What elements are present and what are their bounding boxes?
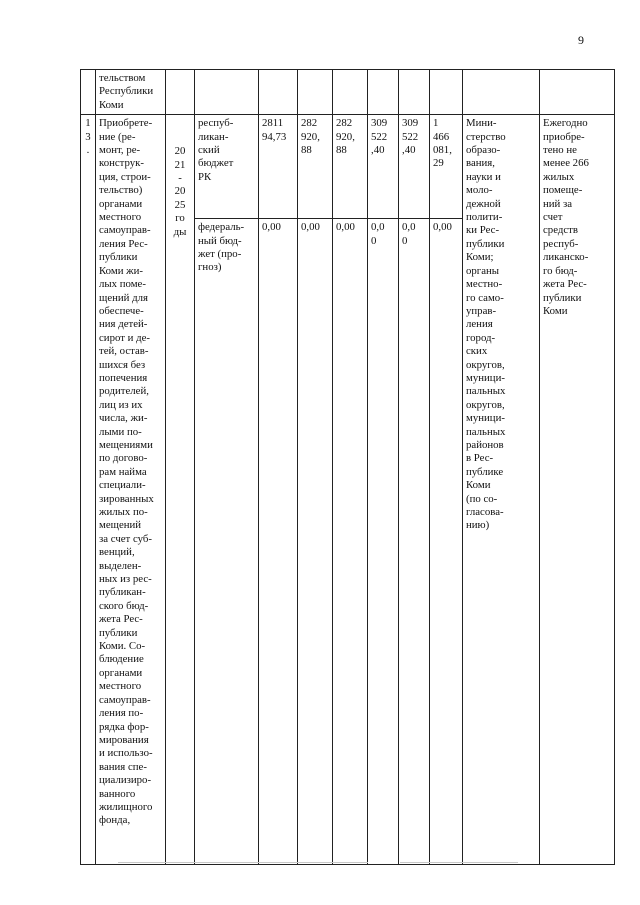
funding-value: 2811 94,73 — [259, 115, 298, 219]
funding-value: 0,00 — [259, 219, 298, 865]
funding-value: 0,00 — [430, 219, 463, 865]
cell-index-empty — [81, 70, 96, 115]
cell-empty — [368, 70, 399, 115]
cell-empty — [463, 70, 540, 115]
funding-source: федераль- ный бюд- жет (про- гноз) — [195, 219, 259, 865]
activity-index: 1 3 . — [81, 115, 96, 865]
funding-value: 0,00 — [298, 219, 333, 865]
cell-empty — [259, 70, 298, 115]
cell-empty — [540, 70, 615, 115]
cell-empty — [195, 70, 259, 115]
activity-executor: Мини- стерство образо- вания, науки и моло- дежной полити- ки Рес- публики Коми; органы местно- го само- управ- ления город- ских округов, муници- пальных округов, муници- пальных районов в Рес- публике Коми (по со- гласова- нию) — [463, 115, 540, 865]
funding-value: 0,00 — [333, 219, 368, 865]
cell-empty — [166, 70, 195, 115]
funding-value: 0,0 0 — [399, 219, 430, 865]
funding-value: 282 920, 88 — [333, 115, 368, 219]
activity-description: Приобрете- ние (ре- монт, ре- конструк- ция, строи- тельство) органами местного самоуправ- ления Рес- публики Коми жи- лых поме- щений для обеспече- ния детей- сирот и де- тей, остав- шихся без попечения родителей, лиц из их числа, жи- лыми по- мещениями по догово- рам найма специали- зированных жилых по- мещений за счет суб- венций, выделен- ных из рес- публикан- ского бюд- жета Рес- публики Коми. Со- блюдение органами местного самоуправ- ления по- рядка фор- мирования и использо- вания спе- циализиро- ванного жилищного фонда, — [96, 115, 166, 865]
continuation-row — [81, 70, 615, 115]
funding-value: 309 522 ,40 — [368, 115, 399, 219]
scan-artifact — [118, 862, 368, 863]
cell-empty — [298, 70, 333, 115]
funding-value: 1 466 081, 29 — [430, 115, 463, 219]
scan-artifact — [400, 862, 518, 863]
program-activities-table — [80, 69, 615, 865]
funding-value: 282 920, 88 — [298, 115, 333, 219]
funding-source: респуб- ликан- ский бюджет РК — [195, 115, 259, 219]
funding-value: 309 522 ,40 — [399, 115, 430, 219]
cell-empty — [333, 70, 368, 115]
continuation-text: тельством Республики Коми — [96, 70, 166, 115]
activity-period: 20 21 - 20 25 го ды — [166, 115, 195, 865]
cell-empty — [399, 70, 430, 115]
activity-row — [81, 115, 615, 219]
activity-result: Ежегодно приобре- тено не менее 266 жилых помеще- ний за счет средств респуб- ликанско- го бюд- жета Рес- публики Коми — [540, 115, 615, 865]
cell-empty — [430, 70, 463, 115]
funding-value: 0,0 0 — [368, 219, 399, 865]
page-number: 9 — [578, 33, 584, 47]
